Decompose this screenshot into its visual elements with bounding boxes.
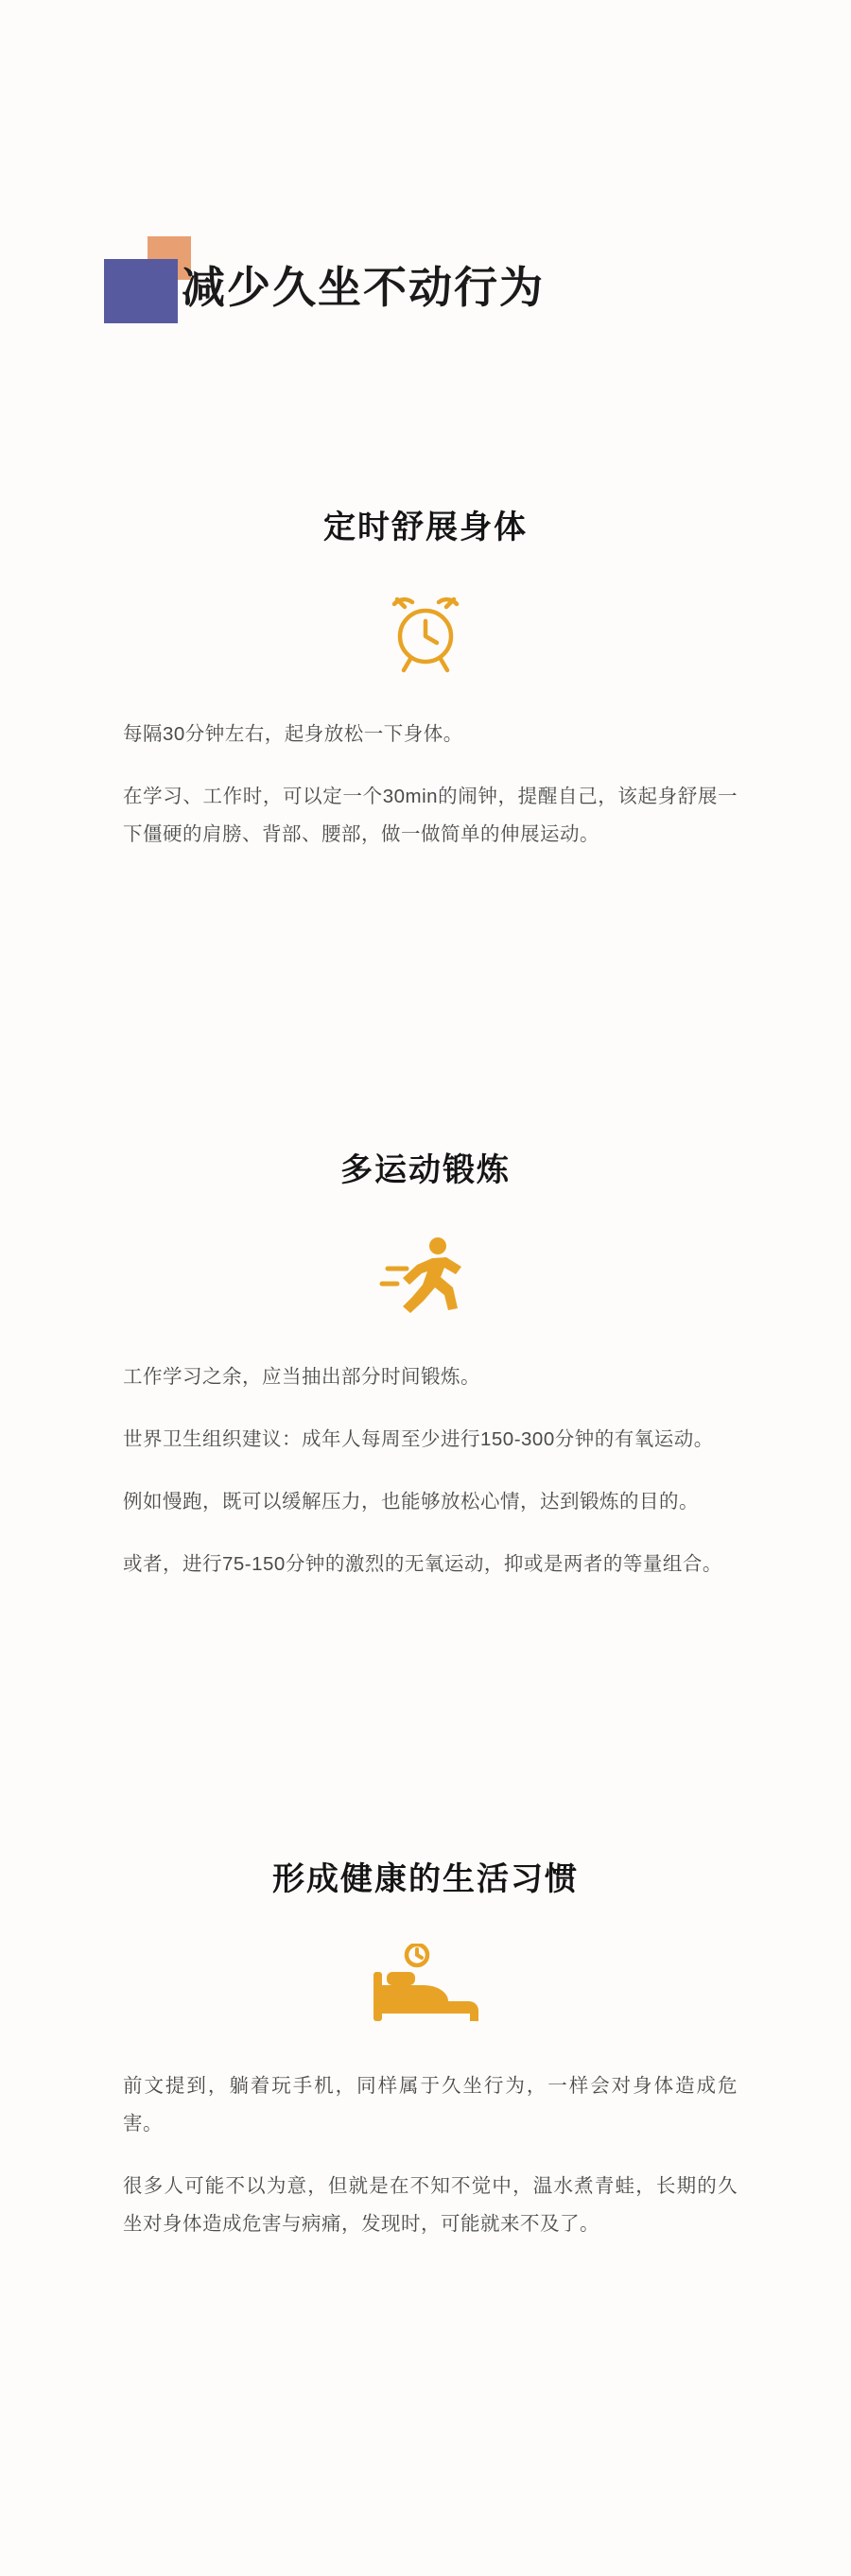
bed-clock-icon <box>0 1939 851 2030</box>
section-paragraphs-exercise <box>113 1358 738 1583</box>
page-title: 减少久坐不动行为 <box>182 263 545 312</box>
paragraph: 例如慢跑，既可以缓解压力，也能够放松心情，达到锻炼的目的。 <box>123 1490 699 1513</box>
paragraph: 世界卫生组织建议：成年人每周至少进行150-300分钟的有氧运动。 <box>123 1427 714 1450</box>
section-title-stretch: 定时舒展身体 <box>323 510 528 545</box>
paragraph: 每隔30分钟左右，起身放松一下身体。 <box>123 723 463 745</box>
paragraph: 或者，进行75-150分钟的激烈的无氧运动，抑或是两者的等量组合。 <box>123 1552 722 1575</box>
article-header <box>0 0 851 312</box>
section-paragraphs-habits <box>113 2067 738 2243</box>
section-stretch <box>0 501 851 854</box>
paragraph: 在学习、工作时，可以定一个30min的闹钟，提醒自己，该起身舒展一下僵硬的肩膀、背部、腰部，做一做简单的伸展运动。 <box>123 785 738 845</box>
section-paragraphs-stretch <box>113 716 738 854</box>
paragraph: 工作学习之余，应当抽出部分时间锻炼。 <box>123 1366 480 1388</box>
paragraph: 前文提到，躺着玩手机，同样属于久坐行为，一样会对身体造成危害。 <box>123 2075 738 2135</box>
section-title-habits: 形成健康的生活习惯 <box>272 1861 579 1897</box>
section-title-exercise: 多运动锻炼 <box>340 1152 511 1188</box>
running-person-icon <box>0 1230 851 1321</box>
alarm-clock-icon <box>0 587 851 678</box>
paragraph: 很多人可能不以为意，但就是在不知不觉中，温水煮青蛙，长期的久坐对身体造成危害与病痛，发现时，可能就来不及了。 <box>123 2174 738 2235</box>
decoration-square-purple <box>104 259 178 323</box>
section-habits <box>0 1853 851 2243</box>
section-exercise <box>0 1144 851 1583</box>
